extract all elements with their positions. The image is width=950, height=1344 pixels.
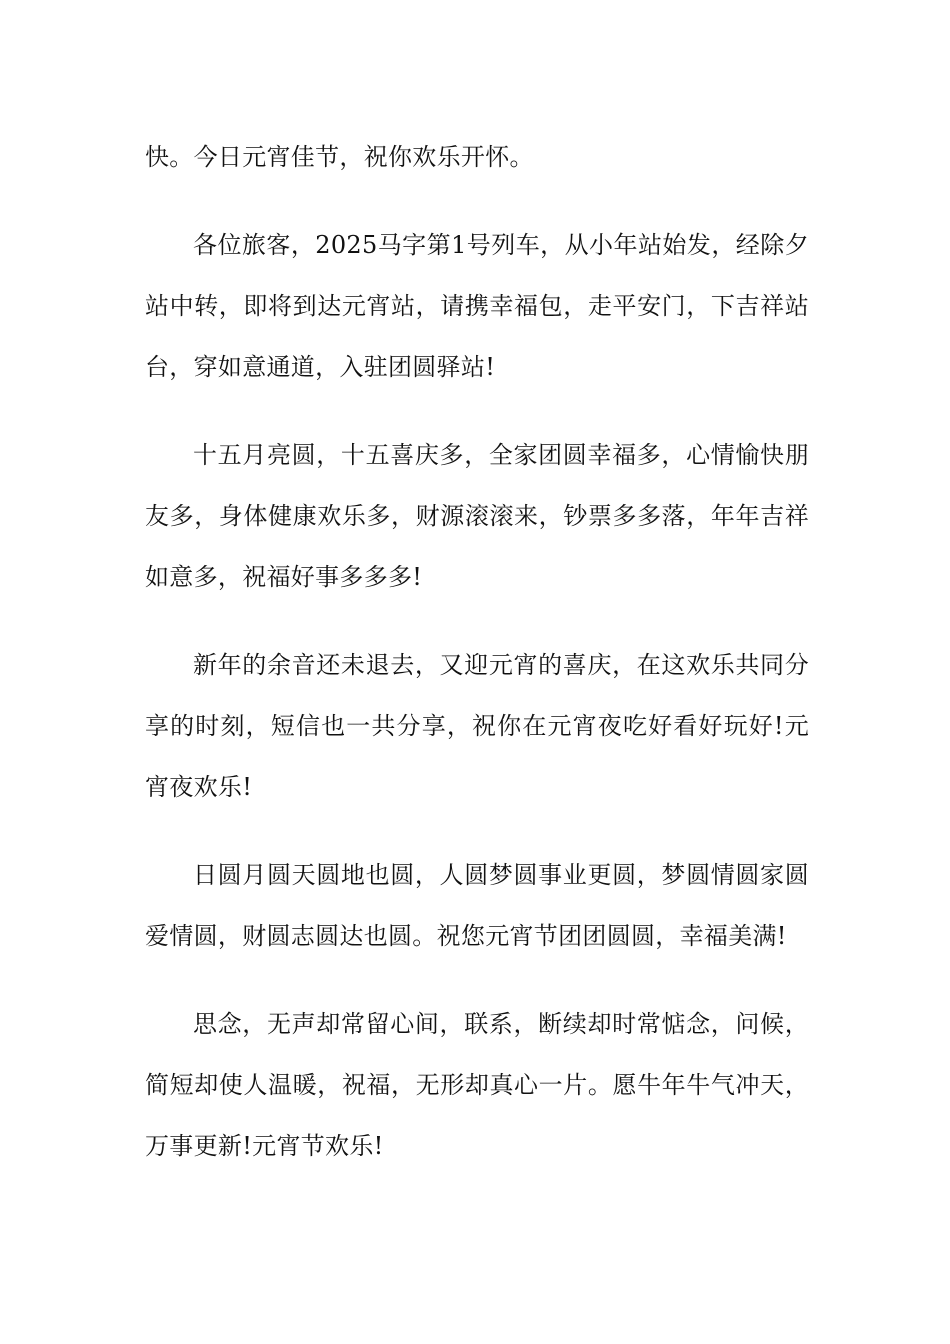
paragraph-thoughts: 思念，无声却常留心间，联系，断续却时常惦念，问候，简短却使人温暖，祝福，无形却真心一片。愿牛年牛气冲天，万事更新!元宵节欢乐! xyxy=(145,1010,809,1160)
paragraph-train-greeting: 各位旅客，2025马字第1号列车，从小年站始发，经除夕站中转，即将到达元宵站，请携幸福包，走平安门，下吉祥站台，穿如意通道，入驻团圆驿站! xyxy=(145,231,809,381)
document-body xyxy=(145,127,809,1204)
paragraph-full-moon: 十五月亮圆，十五喜庆多，全家团圆幸福多，心情愉快朋友多，身体健康欢乐多，财源滚滚来，钞票多多落，年年吉祥如意多，祝福好事多多多! xyxy=(145,441,809,591)
paragraph-new-year-echo: 新年的余音还未退去，又迎元宵的喜庆，在这欢乐共同分享的时刻，短信也一共分享，祝你在元宵夜吃好看好玩好!元宵夜欢乐! xyxy=(145,651,809,801)
paragraph-continued: 快。今日元宵佳节，祝你欢乐开怀。 xyxy=(145,143,534,171)
paragraph-round-wishes: 日圆月圆天圆地也圆，人圆梦圆事业更圆，梦圆情圆家圆爱情圆，财圆志圆达也圆。祝您元宵节团团圆圆，幸福美满! xyxy=(145,861,809,950)
